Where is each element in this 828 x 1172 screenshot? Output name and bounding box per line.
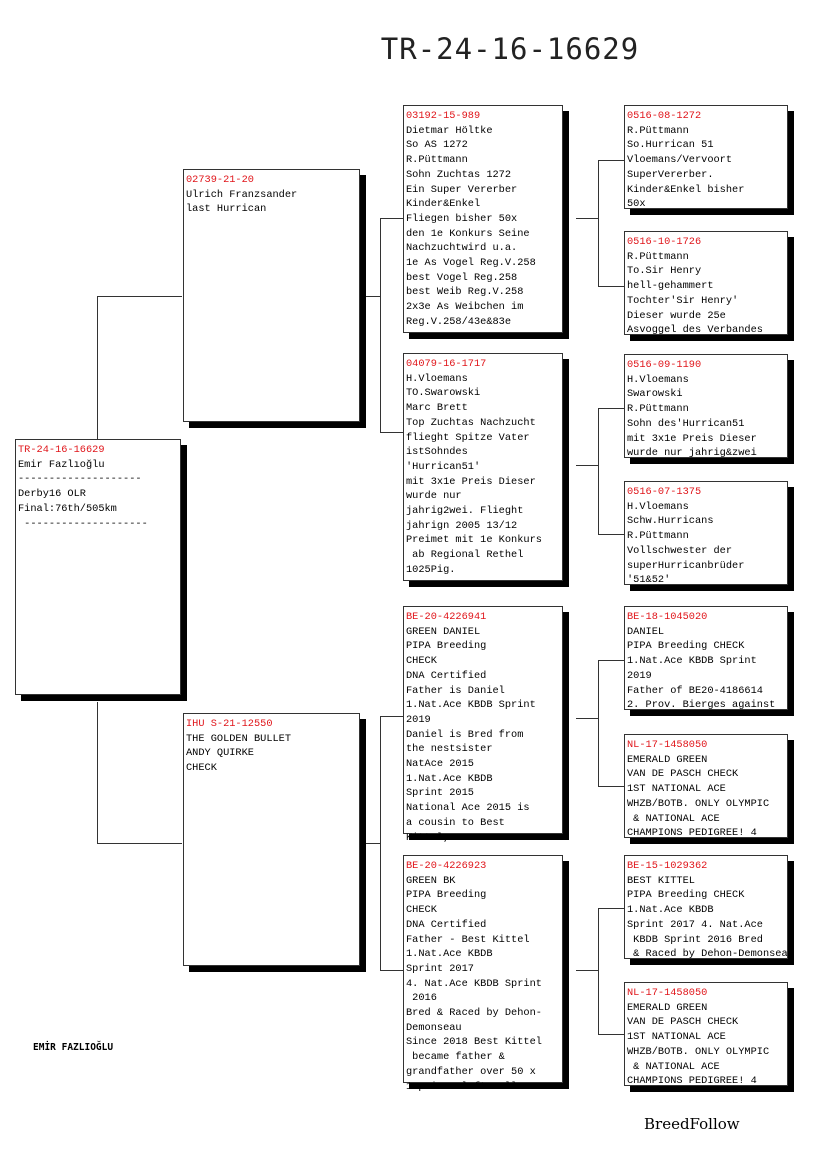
- card-line: NatAce 2015: [406, 758, 474, 771]
- connector: [598, 786, 624, 787]
- card-line: Since 2018 Best Kittel: [406, 1036, 542, 1049]
- ring-number: 0516-08-1272: [627, 110, 702, 122]
- card-line: R.Püttmann: [627, 530, 689, 543]
- card-line: WHZB/BOTB. ONLY OLYMPIC: [627, 797, 770, 810]
- card-line: 1025Pig.: [406, 563, 456, 576]
- ring-number: BE-18-1045020: [627, 611, 708, 623]
- ring-number: IHU S-21-12550: [186, 718, 273, 730]
- card-line: 2x3e As Weibchen im: [406, 301, 524, 314]
- connector: [598, 286, 624, 287]
- card-line: 2019: [627, 669, 652, 682]
- card-line: --------------------: [18, 517, 148, 530]
- card-line: Sprint 2017: [406, 962, 474, 975]
- card-line: WHZB/BOTB. ONLY OLYMPIC: [627, 1045, 770, 1058]
- card-line: PIPA Breeding: [406, 889, 487, 902]
- card-line: Preimet mit 1e Konkurs: [406, 534, 542, 547]
- card-line: So AS 1272: [406, 139, 468, 152]
- connector: [598, 534, 624, 535]
- card-line: Daniel is Bred from: [406, 728, 524, 741]
- card-line: National Ace 2015 is: [406, 802, 530, 815]
- card-line: jahrign 2005 13/12: [406, 519, 518, 532]
- ring-number: NL-17-1458050: [627, 987, 708, 999]
- card-line: wurde nur jahrig&zwei: [627, 447, 757, 460]
- dam-dam-dam-card[interactable]: [624, 982, 788, 1086]
- ring-number: 02739-21-20: [186, 174, 254, 186]
- card-line: R.Püttmann: [406, 154, 468, 167]
- ring-number: NL-17-1458050: [627, 739, 708, 751]
- card-line: grandfather over 50 x: [406, 1065, 536, 1078]
- card-line: Sprint 2017 4. Nat.Ace: [627, 918, 763, 931]
- card-line: R.Püttmann: [627, 124, 689, 137]
- card-line: Kittel,won: [406, 831, 468, 844]
- card-line: Kinder&Enkel: [406, 198, 481, 211]
- card-line: H.Vloemans: [627, 500, 689, 513]
- card-line: CHAMPIONS PEDIGREE! 4: [627, 1075, 757, 1088]
- dam-sire-sire-card[interactable]: [624, 606, 788, 710]
- connector: [576, 970, 598, 971]
- card-line: den 1e Konkurs Seine: [406, 227, 530, 240]
- ring-number: 0516-10-1726: [627, 236, 702, 248]
- dam-card[interactable]: [183, 713, 360, 966]
- card-line: Asvoggel des Verbandes: [627, 324, 763, 337]
- card-line: So.Hurrican 51: [627, 139, 714, 152]
- sire-sire-card[interactable]: [403, 105, 563, 333]
- card-line: became father &: [406, 1051, 505, 1064]
- card-line: superHurricanbrüder: [627, 559, 745, 572]
- connector: [97, 296, 98, 439]
- card-line: Kinder&Enkel bisher: [627, 183, 745, 196]
- card-line: & NATIONAL ACE: [627, 812, 720, 825]
- card-line: 2019: [406, 713, 431, 726]
- ring-number: 0516-07-1375: [627, 486, 702, 498]
- dam-dam-card[interactable]: [403, 855, 563, 1093]
- ring-number: TR-24-16-16629: [18, 444, 105, 456]
- connector: [380, 716, 403, 717]
- sire-dam-sire-card[interactable]: [624, 354, 788, 458]
- connector: [598, 160, 624, 161]
- card-line: Demonseau: [406, 1021, 462, 1034]
- ring-number: BE-20-4226923: [406, 860, 487, 872]
- connector: [598, 908, 599, 1034]
- card-line: Swarowski: [627, 388, 683, 401]
- sire-dam-card[interactable]: [403, 353, 563, 581]
- card-line: Father of BE20-4186614: [627, 684, 763, 697]
- card-line: SuperVererber.: [627, 168, 714, 181]
- card-line: & NATIONAL ACE: [627, 1060, 720, 1073]
- card-line: mit 3x1e Preis Dieser: [406, 475, 536, 488]
- card-line: ANDY QUIRKE: [186, 747, 254, 760]
- card-line: DNA Certified: [406, 918, 487, 931]
- card-line: Vloemans/Vervoort: [627, 154, 733, 167]
- card-line: CHECK: [406, 904, 437, 917]
- card-line: Derby16 OLR: [18, 488, 86, 501]
- card-line: jahrig2wei. Flieght: [406, 505, 524, 518]
- connector: [380, 218, 403, 219]
- card-line: PIPA Breeding CHECK: [627, 640, 745, 653]
- card-line: 2. Prov. Bierges against: [627, 699, 776, 712]
- card-line: Dietmar Höltke: [406, 124, 493, 137]
- card-line: 1ST NATIONAL ACE: [627, 783, 726, 796]
- ring-number: BE-15-1029362: [627, 860, 708, 872]
- dam-dam-sire-card[interactable]: [624, 855, 794, 961]
- card-line: DANIEL: [627, 625, 665, 638]
- connector: [598, 908, 624, 909]
- connector: [380, 716, 381, 970]
- card-line: 50x: [627, 198, 646, 211]
- connector: [380, 218, 381, 432]
- card-line: best Vogel Reg.258: [406, 271, 518, 284]
- card-line: GREEN BK: [406, 874, 456, 887]
- card-line: 1ST NATIONAL ACE: [627, 1031, 726, 1044]
- connector: [598, 408, 624, 409]
- connector: [576, 465, 598, 466]
- card-line: 1e As Vogel Reg.V.258: [406, 257, 536, 270]
- connector: [598, 160, 599, 286]
- connector: [380, 970, 403, 971]
- card-line: DNA Certified: [406, 669, 487, 682]
- connector: [360, 843, 380, 844]
- card-line: Final:76th/505km: [18, 502, 117, 515]
- card-line: 1.Nat.Ace KBDB: [406, 772, 493, 785]
- brand-label[interactable]: BreedFollow: [644, 1115, 740, 1133]
- card-line: R.Püttmann: [627, 403, 689, 416]
- card-line: Fliegen bisher 50x: [406, 212, 518, 225]
- card-line: 1.Nat.Ace KBDB: [627, 904, 714, 917]
- connector: [576, 718, 598, 719]
- card-line: Emir Fazlıoğlu: [18, 458, 105, 471]
- card-line: a cousin to Best: [406, 816, 505, 829]
- card-line: Schw.Hurricans: [627, 515, 714, 528]
- card-line: Tochter'Sir Henry': [627, 294, 739, 307]
- ring-number: 04079-16-1717: [406, 358, 487, 370]
- card-line: Bred & Raced by Dehon-: [406, 1007, 542, 1020]
- card-line: Father is Daniel: [406, 684, 505, 697]
- sire-sire-dam-card[interactable]: [624, 231, 788, 335]
- ring-number: 03192-15-989: [406, 110, 481, 122]
- card-line: 'Hurrican51': [406, 460, 481, 473]
- card-line: 1.Nat.Ace KBDB: [406, 948, 493, 961]
- card-line: --------------------: [18, 473, 142, 486]
- connector: [576, 218, 598, 219]
- card-line: last Hurrican: [186, 203, 267, 216]
- connector: [97, 843, 182, 844]
- card-line: 2016: [406, 992, 437, 1005]
- dam-sire-dam-card[interactable]: [624, 734, 788, 838]
- ring-number: BE-20-4226941: [406, 611, 487, 623]
- card-line: CHAMPIONS PEDIGREE! 4: [627, 827, 757, 840]
- card-line: THE GOLDEN BULLET: [186, 732, 292, 745]
- card-line: Sprint 2015: [406, 787, 474, 800]
- card-line: To.Sir Henry: [627, 265, 702, 278]
- card-line: CHECK: [406, 655, 437, 668]
- connector: [598, 408, 599, 534]
- card-line: H.Vloemans: [406, 372, 468, 385]
- card-line: 1.Nat.Ace KBDB Sprint: [406, 699, 536, 712]
- card-line: R.Püttmann: [627, 250, 689, 263]
- subject-card[interactable]: [15, 439, 181, 695]
- card-line: Nachzuchtwird u.a.: [406, 242, 518, 255]
- card-line: KBDB Sprint 2016 Bred: [627, 933, 763, 946]
- sire-sire-sire-card[interactable]: [624, 105, 788, 209]
- card-line: PIPA Breeding CHECK: [627, 889, 745, 902]
- card-line: Sohn des'Hurrican51: [627, 417, 745, 430]
- card-line: H.Vloemans: [627, 373, 689, 386]
- card-line: PIPA Breeding: [406, 640, 487, 653]
- ring-number: 0516-09-1190: [627, 359, 702, 371]
- card-line: Dieser wurde 25e: [627, 309, 726, 322]
- card-line: Top Zuchtas Nachzucht: [406, 416, 536, 429]
- card-line: EMERALD GREEN: [627, 1001, 708, 1014]
- card-line: TO.Swarowski: [406, 387, 481, 400]
- card-line: BEST KITTEL: [627, 874, 695, 887]
- card-line: Ulrich Franzsander: [186, 188, 298, 201]
- card-line: '51&52': [627, 574, 671, 587]
- card-line: ab Regional Rethel: [406, 549, 524, 562]
- card-line: 1.Nat.Ace KBDB Sprint: [627, 655, 757, 668]
- card-line: EMERALD GREEN: [627, 753, 708, 766]
- card-line: hell-gehammert: [627, 280, 714, 293]
- card-line: istSohndes: [406, 446, 468, 459]
- card-line: Father - Best Kittel: [406, 933, 530, 946]
- card-line: CHECK: [186, 762, 217, 775]
- card-line: Sohn Zuchtas 1272: [406, 168, 512, 181]
- connector: [598, 660, 599, 786]
- owner-label: EMİR FAZLIOĞLU: [33, 1042, 114, 1053]
- card-line: VAN DE PASCH CHECK: [627, 768, 739, 781]
- card-line: wurde nur: [406, 490, 462, 503]
- card-line: Ein Super Vererber: [406, 183, 518, 196]
- connector: [97, 296, 182, 297]
- card-line: best Weib Reg.V.258: [406, 286, 524, 299]
- pedigree-title: TR-24-16-16629: [380, 32, 640, 66]
- card-line: VAN DE PASCH CHECK: [627, 1016, 739, 1029]
- card-line: & Raced by Dehon-Demonseau: [627, 948, 794, 961]
- card-line: mit 3x1e Preis Dieser: [627, 432, 757, 445]
- connector: [380, 432, 403, 433]
- connector: [598, 1034, 624, 1035]
- connector: [97, 702, 98, 843]
- card-line: Marc Brett: [406, 402, 468, 415]
- sire-card[interactable]: [183, 169, 360, 422]
- dam-sire-card[interactable]: [403, 606, 563, 844]
- connector: [360, 296, 380, 297]
- card-line: Reg.V.258/43e&83e: [406, 315, 512, 328]
- card-line: 4. Nat.Ace KBDB Sprint: [406, 977, 542, 990]
- card-line: the nestsister: [406, 743, 493, 756]
- card-line: flieght Spitze Vater: [406, 431, 530, 444]
- connector: [598, 660, 624, 661]
- card-line: 1.prizen lofts all over: [406, 1080, 549, 1093]
- sire-dam-dam-card[interactable]: [624, 481, 788, 585]
- card-line: GREEN DANIEL: [406, 625, 481, 638]
- card-line: Vollschwester der: [627, 544, 733, 557]
